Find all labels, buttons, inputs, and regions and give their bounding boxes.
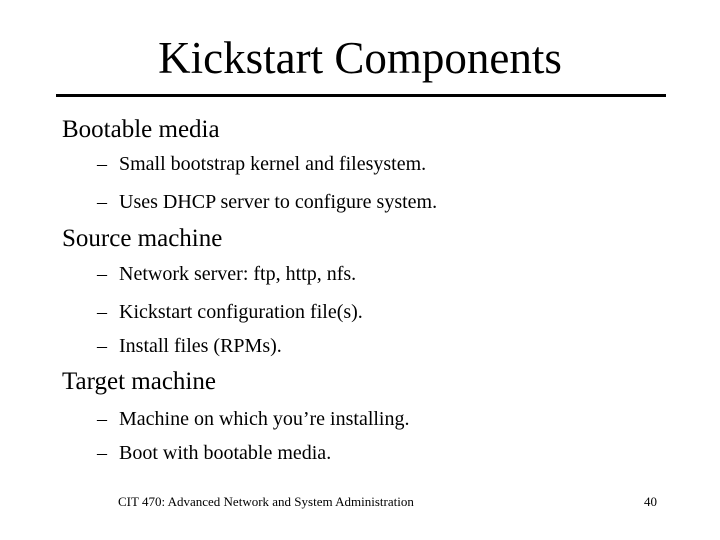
list-item-text: Small bootstrap kernel and filesystem. xyxy=(119,153,427,175)
section-heading-bootable-media: Bootable media xyxy=(62,116,220,143)
page-number: 40 xyxy=(644,494,657,509)
title-divider xyxy=(56,94,666,97)
slide-footer: CIT 470: Advanced Network and System Administration xyxy=(118,494,414,509)
list-item xyxy=(97,300,363,324)
bullet-dash: – xyxy=(97,301,107,323)
list-item-text: Kickstart configuration file(s). xyxy=(119,301,363,323)
bullet-dash: – xyxy=(97,263,107,285)
list-item-text: Boot with bootable media. xyxy=(119,442,332,464)
bullet-dash: – xyxy=(97,335,107,357)
list-item xyxy=(97,262,356,286)
section-heading-source-machine: Source machine xyxy=(62,225,223,252)
list-item xyxy=(97,441,331,465)
list-item-text: Network server: ftp, http, nfs. xyxy=(119,263,357,285)
list-item xyxy=(97,152,426,176)
list-item xyxy=(97,407,410,431)
section-heading-target-machine: Target machine xyxy=(62,368,216,395)
list-item-text: Machine on which you’re installing. xyxy=(119,408,410,430)
list-item-text: Install files (RPMs). xyxy=(119,335,282,357)
bullet-dash: – xyxy=(97,153,107,175)
list-item-text: Uses DHCP server to configure system. xyxy=(119,191,438,213)
bullet-dash: – xyxy=(97,408,107,430)
bullet-dash: – xyxy=(97,442,107,464)
bullet-dash: – xyxy=(97,191,107,213)
list-item xyxy=(97,190,437,214)
slide-title: Kickstart Components xyxy=(158,33,562,83)
list-item xyxy=(97,334,282,358)
